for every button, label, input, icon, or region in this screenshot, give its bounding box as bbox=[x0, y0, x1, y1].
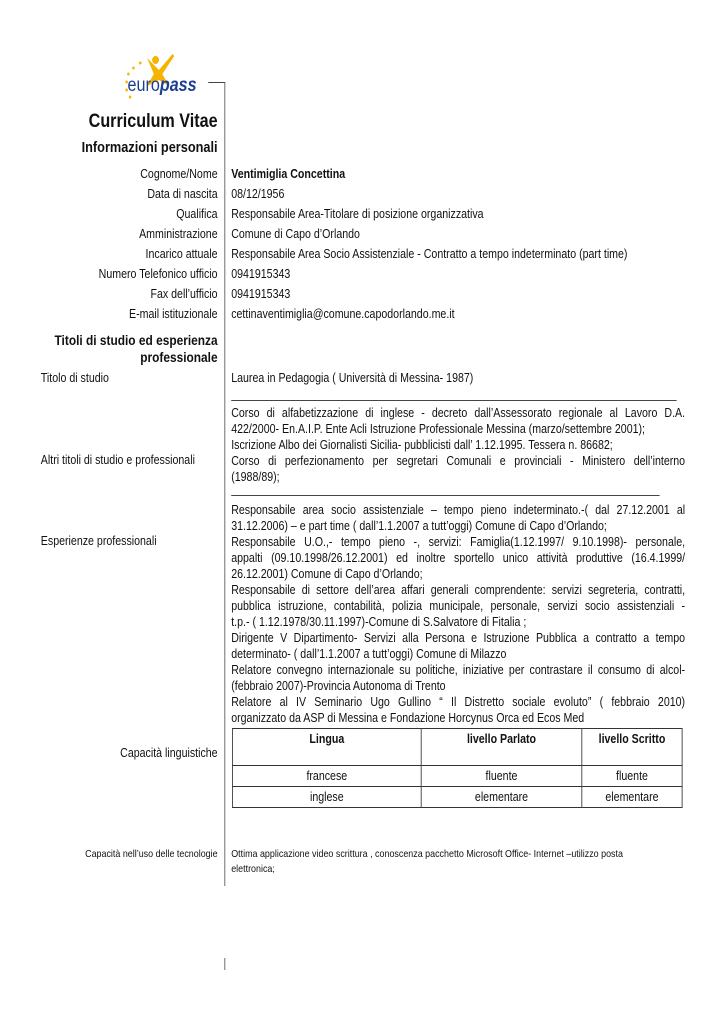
value-telefono: 0941915343 bbox=[231, 267, 291, 281]
table-header-row bbox=[232, 729, 682, 766]
text-line: Corso di perfezionamento per segretari Comunali e provinciali - Ministero dell’interno bbox=[231, 454, 686, 468]
label-tecnologie: Capacità nell’uso delle tecnologie bbox=[85, 848, 218, 860]
cell-scritto: fluente bbox=[582, 766, 682, 787]
text-line: (1988/89); bbox=[231, 470, 280, 484]
label-capacita-linguistiche: Capacità linguistiche bbox=[120, 746, 218, 760]
separator-2 bbox=[231, 495, 659, 496]
cell-scritto: elementare bbox=[582, 787, 682, 808]
label-amministrazione: Amministrazione bbox=[139, 227, 218, 241]
text-line: 31.12.2006) – e part time ( dall’1.1.2007 a tutt’oggi) Comune di Capo d’Orlando; bbox=[231, 519, 607, 533]
column-divider bbox=[224, 82, 225, 886]
label-incarico: Incarico attuale bbox=[145, 247, 218, 261]
header-rule bbox=[208, 82, 225, 83]
value-fax: 0941915343 bbox=[231, 287, 291, 301]
value-tecnologie-2: elettronica; bbox=[231, 863, 275, 875]
value-titolo-studio: Laurea in Pedagogia ( Università di Messina- 1987) bbox=[231, 371, 474, 385]
section-heading-personal: Informazioni personali bbox=[81, 139, 218, 156]
text-line: appalti (09.10.1998/26.12.2001) ed inoltre sportello unico attività produttive (16.4.1999/ bbox=[231, 551, 686, 565]
esperienze-text bbox=[231, 502, 685, 726]
text-line: pubblica istruzione, contabilità, polizia municipale, personale, servizi socio assistenziali - bbox=[231, 599, 686, 613]
header-parlato: livello Parlato bbox=[421, 729, 582, 766]
text-line: Responsabile area socio assistenziale – tempo pieno indeterminato.-( dal 27.12.2001 al bbox=[231, 503, 686, 517]
label-fax: Fax dell’ufficio bbox=[150, 287, 218, 301]
label-esperienze: Esperienze professionali bbox=[40, 534, 157, 548]
cell-parlato: elementare bbox=[421, 787, 582, 808]
languages-table bbox=[232, 728, 683, 808]
label-telefono: Numero Telefonico ufficio bbox=[98, 267, 218, 281]
table-row bbox=[232, 766, 682, 787]
table-row bbox=[232, 787, 682, 808]
text-line: t.p.- ( 1.12.1978/30.11.1997)-Comune di S.Salvatore di Fitalia ; bbox=[231, 615, 527, 629]
separator-1 bbox=[231, 400, 676, 401]
value-amministrazione: Comune di Capo d’Orlando bbox=[231, 227, 360, 241]
value-incarico: Responsabile Area Socio Assistenziale - Contratto a tempo indeterminato (part time) bbox=[231, 247, 628, 261]
logo-text-euro: euro bbox=[127, 75, 160, 96]
document-title: Curriculum Vitae bbox=[88, 111, 218, 132]
text-line: Responsabile di settore dell’area affari generali comprendente: servizi segreteria, contratti, bbox=[231, 583, 686, 597]
value-email[interactable]: cettinaventimiglia@comune.capodorlando.me.it bbox=[231, 307, 455, 321]
text-line: (febbraio 2007)-Provincia Autonoma di Trento bbox=[231, 679, 446, 693]
header-lingua: Lingua bbox=[232, 729, 421, 766]
text-line: Relatore convegno internazionale su politiche, iniziative per contrastare il consumo di alcol- bbox=[231, 663, 686, 677]
europass-logo bbox=[122, 50, 216, 110]
value-data-nascita: 08/12/1956 bbox=[231, 187, 285, 201]
logo-text-pass: pass bbox=[159, 75, 197, 96]
value-qualifica: Responsabile Area-Titolare di posizione organizzativa bbox=[231, 207, 484, 221]
text-line: Corso di alfabetizzazione di inglese - decreto dall’Assessorato regionale al Lavoro D.A. bbox=[231, 406, 686, 420]
text-line: Relatore al IV Seminario Ugo Gullino “ Il Distretto sociale evoluto” ( febbraio 2010) bbox=[231, 695, 686, 709]
cell-lingua: francese bbox=[232, 766, 421, 787]
footer-divider bbox=[224, 958, 225, 970]
section-heading-studies-2: professionale bbox=[140, 349, 218, 365]
text-line: 422/2000- En.A.I.P. Ente Acli Istruzione Professionale Messina (marzo/settembre 2001); bbox=[231, 422, 646, 436]
label-qualifica: Qualifica bbox=[176, 207, 218, 221]
label-email: E-mail istituzionale bbox=[129, 307, 218, 321]
text-line: organizzato da ASP di Messina e Fondazione Horcynus Orca ed Ecos Med bbox=[231, 711, 585, 725]
label-titolo-studio: Titolo di studio bbox=[40, 371, 109, 385]
altri-titoli-text bbox=[231, 405, 685, 485]
cell-lingua: inglese bbox=[232, 787, 421, 808]
text-line: Iscrizione Albo dei Giornalisti Sicilia- pubblicisti dall’ 1.12.1995. Tessera n. 86682; bbox=[231, 438, 613, 452]
text-line: 26.12.2001) Comune di Capo d’Orlando; bbox=[231, 567, 423, 581]
value-tecnologie-1: Ottima applicazione video scrittura , conoscenza pacchetto Microsoft Office- Internet –utilizzo posta bbox=[231, 848, 623, 860]
value-cognome-nome: Ventimiglia Concettina bbox=[231, 167, 346, 181]
text-line: Responsabile U.O.,- tempo pieno -, servizi: Famiglia(1.12.1997/ 9.10.1998)- personale, bbox=[231, 535, 686, 549]
section-heading-studies-1: Titoli di studio ed esperienza bbox=[54, 332, 218, 348]
header-scritto: livello Scritto bbox=[582, 729, 682, 766]
text-line: Dirigente V Dipartimento- Servizi alla Persona e Istruzione Pubblica a contratto a tempo bbox=[231, 631, 686, 645]
label-data-nascita: Data di nascita bbox=[147, 187, 218, 201]
label-cognome-nome: Cognome/Nome bbox=[140, 167, 218, 181]
label-altri-titoli: Altri titoli di studio e professionali bbox=[40, 453, 195, 467]
cell-parlato: fluente bbox=[421, 766, 582, 787]
text-line: determinato- ( dall’1.1.2007 a tutt’oggi) Comune di Milazzo bbox=[231, 647, 507, 661]
